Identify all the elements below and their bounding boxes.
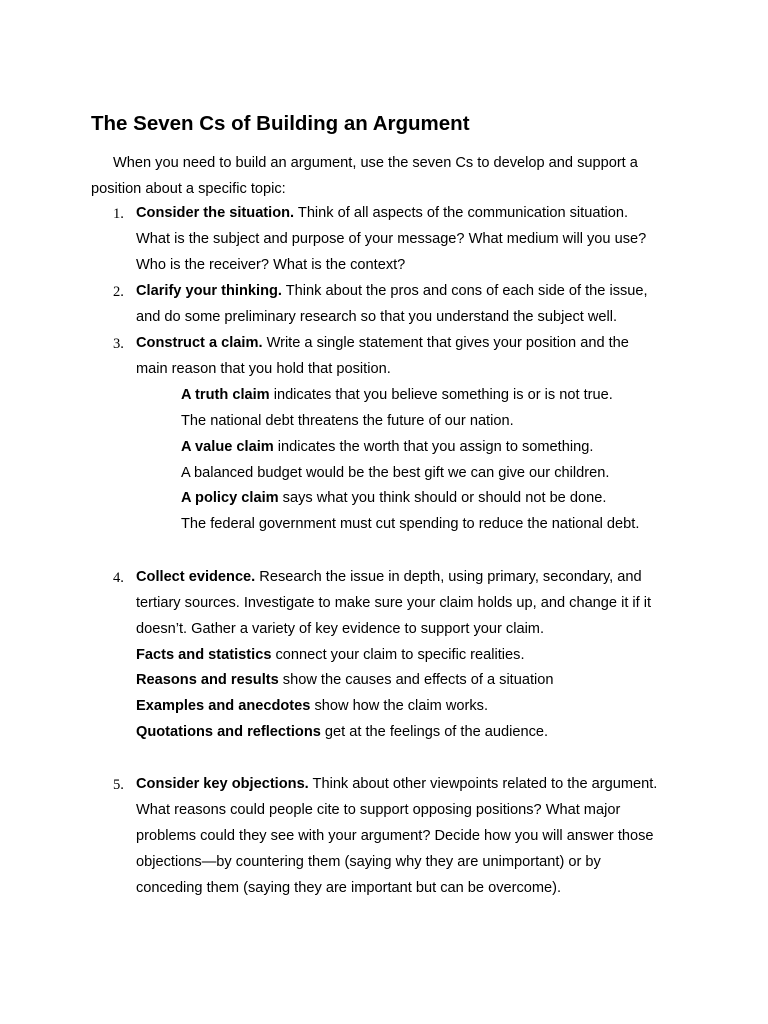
claim-desc: says what you think should or should not be done. (278, 490, 607, 506)
list-number: 5. (113, 777, 124, 793)
claim-line (181, 386, 613, 404)
evidence-desc: get at the feelings of the audience. (320, 724, 549, 740)
list-item-line: What reasons could people cite to support opposing positions? What major (136, 802, 621, 818)
list-item-line: tertiary sources. Investigate to make sure your claim holds up, and change it if it (136, 595, 652, 611)
evidence-line (136, 646, 525, 664)
list-item-line (136, 334, 629, 352)
item-text: Write a single statement that gives your position and the (262, 335, 629, 351)
list-number: 2. (113, 284, 124, 300)
claim-term: A truth claim (181, 387, 270, 403)
evidence-term: Quotations and reflections (136, 724, 321, 740)
evidence-term: Examples and anecdotes (136, 698, 311, 714)
claim-desc: indicates that you believe something is or is not true. (269, 387, 613, 403)
list-item-line: What is the subject and purpose of your message? What medium will you use? (136, 231, 647, 247)
claim-example: The federal government must cut spending to reduce the national debt. (181, 516, 640, 532)
item-heading: Consider the situation. (136, 205, 295, 221)
list-item-line: Who is the receiver? What is the context? (136, 257, 406, 273)
list-number: 1. (113, 206, 124, 222)
list-item-line (136, 775, 657, 793)
list-item-line: main reason that you hold that position. (136, 361, 391, 377)
intro-line: position about a specific topic: (91, 181, 286, 197)
item-text: Think about the pros and cons of each side of the issue, (281, 283, 648, 299)
list-item-line (136, 568, 642, 586)
claim-line (181, 438, 593, 456)
item-text: Think of all aspects of the communication situation. (294, 205, 629, 221)
evidence-desc: show the causes and effects of a situation (278, 672, 554, 688)
item-heading: Consider key objections. (136, 776, 309, 792)
list-item-line: problems could they see with your argument? Decide how you will answer those (136, 828, 654, 844)
item-heading: Construct a claim. (136, 335, 263, 351)
claim-term: A policy claim (181, 490, 279, 506)
list-item-line (136, 204, 628, 222)
item-heading: Collect evidence. (136, 569, 256, 585)
evidence-desc: connect your claim to specific realities. (271, 647, 525, 663)
claim-desc: indicates the worth that you assign to something. (273, 439, 594, 455)
list-number: 4. (113, 570, 124, 586)
item-heading: Clarify your thinking. (136, 283, 282, 299)
document-title: The Seven Cs of Building an Argument (91, 112, 470, 135)
evidence-line (136, 697, 488, 715)
list-item-line: and do some preliminary research so that you understand the subject well. (136, 309, 618, 325)
item-text: Research the issue in depth, using primary, secondary, and (255, 569, 642, 585)
list-item-line (136, 282, 648, 300)
claim-example: The national debt threatens the future of our nation. (181, 413, 514, 429)
list-item-line: objections—by countering them (saying why they are unimportant) or by (136, 854, 601, 870)
list-item-line: doesn’t. Gather a variety of key evidence to support your claim. (136, 621, 545, 637)
list-number: 3. (113, 336, 124, 352)
intro-line: When you need to build an argument, use the seven Cs to develop and support a (113, 155, 638, 171)
evidence-term: Reasons and results (136, 672, 279, 688)
evidence-desc: show how the claim works. (310, 698, 489, 714)
item-text: Think about other viewpoints related to the argument. (308, 776, 658, 792)
evidence-line (136, 723, 548, 741)
evidence-term: Facts and statistics (136, 647, 272, 663)
claim-term: A value claim (181, 439, 274, 455)
evidence-line (136, 671, 554, 689)
claim-example: A balanced budget would be the best gift we can give our children. (181, 465, 610, 481)
list-item-line: conceding them (saying they are important but can be overcome). (136, 880, 562, 896)
claim-line (181, 489, 606, 507)
